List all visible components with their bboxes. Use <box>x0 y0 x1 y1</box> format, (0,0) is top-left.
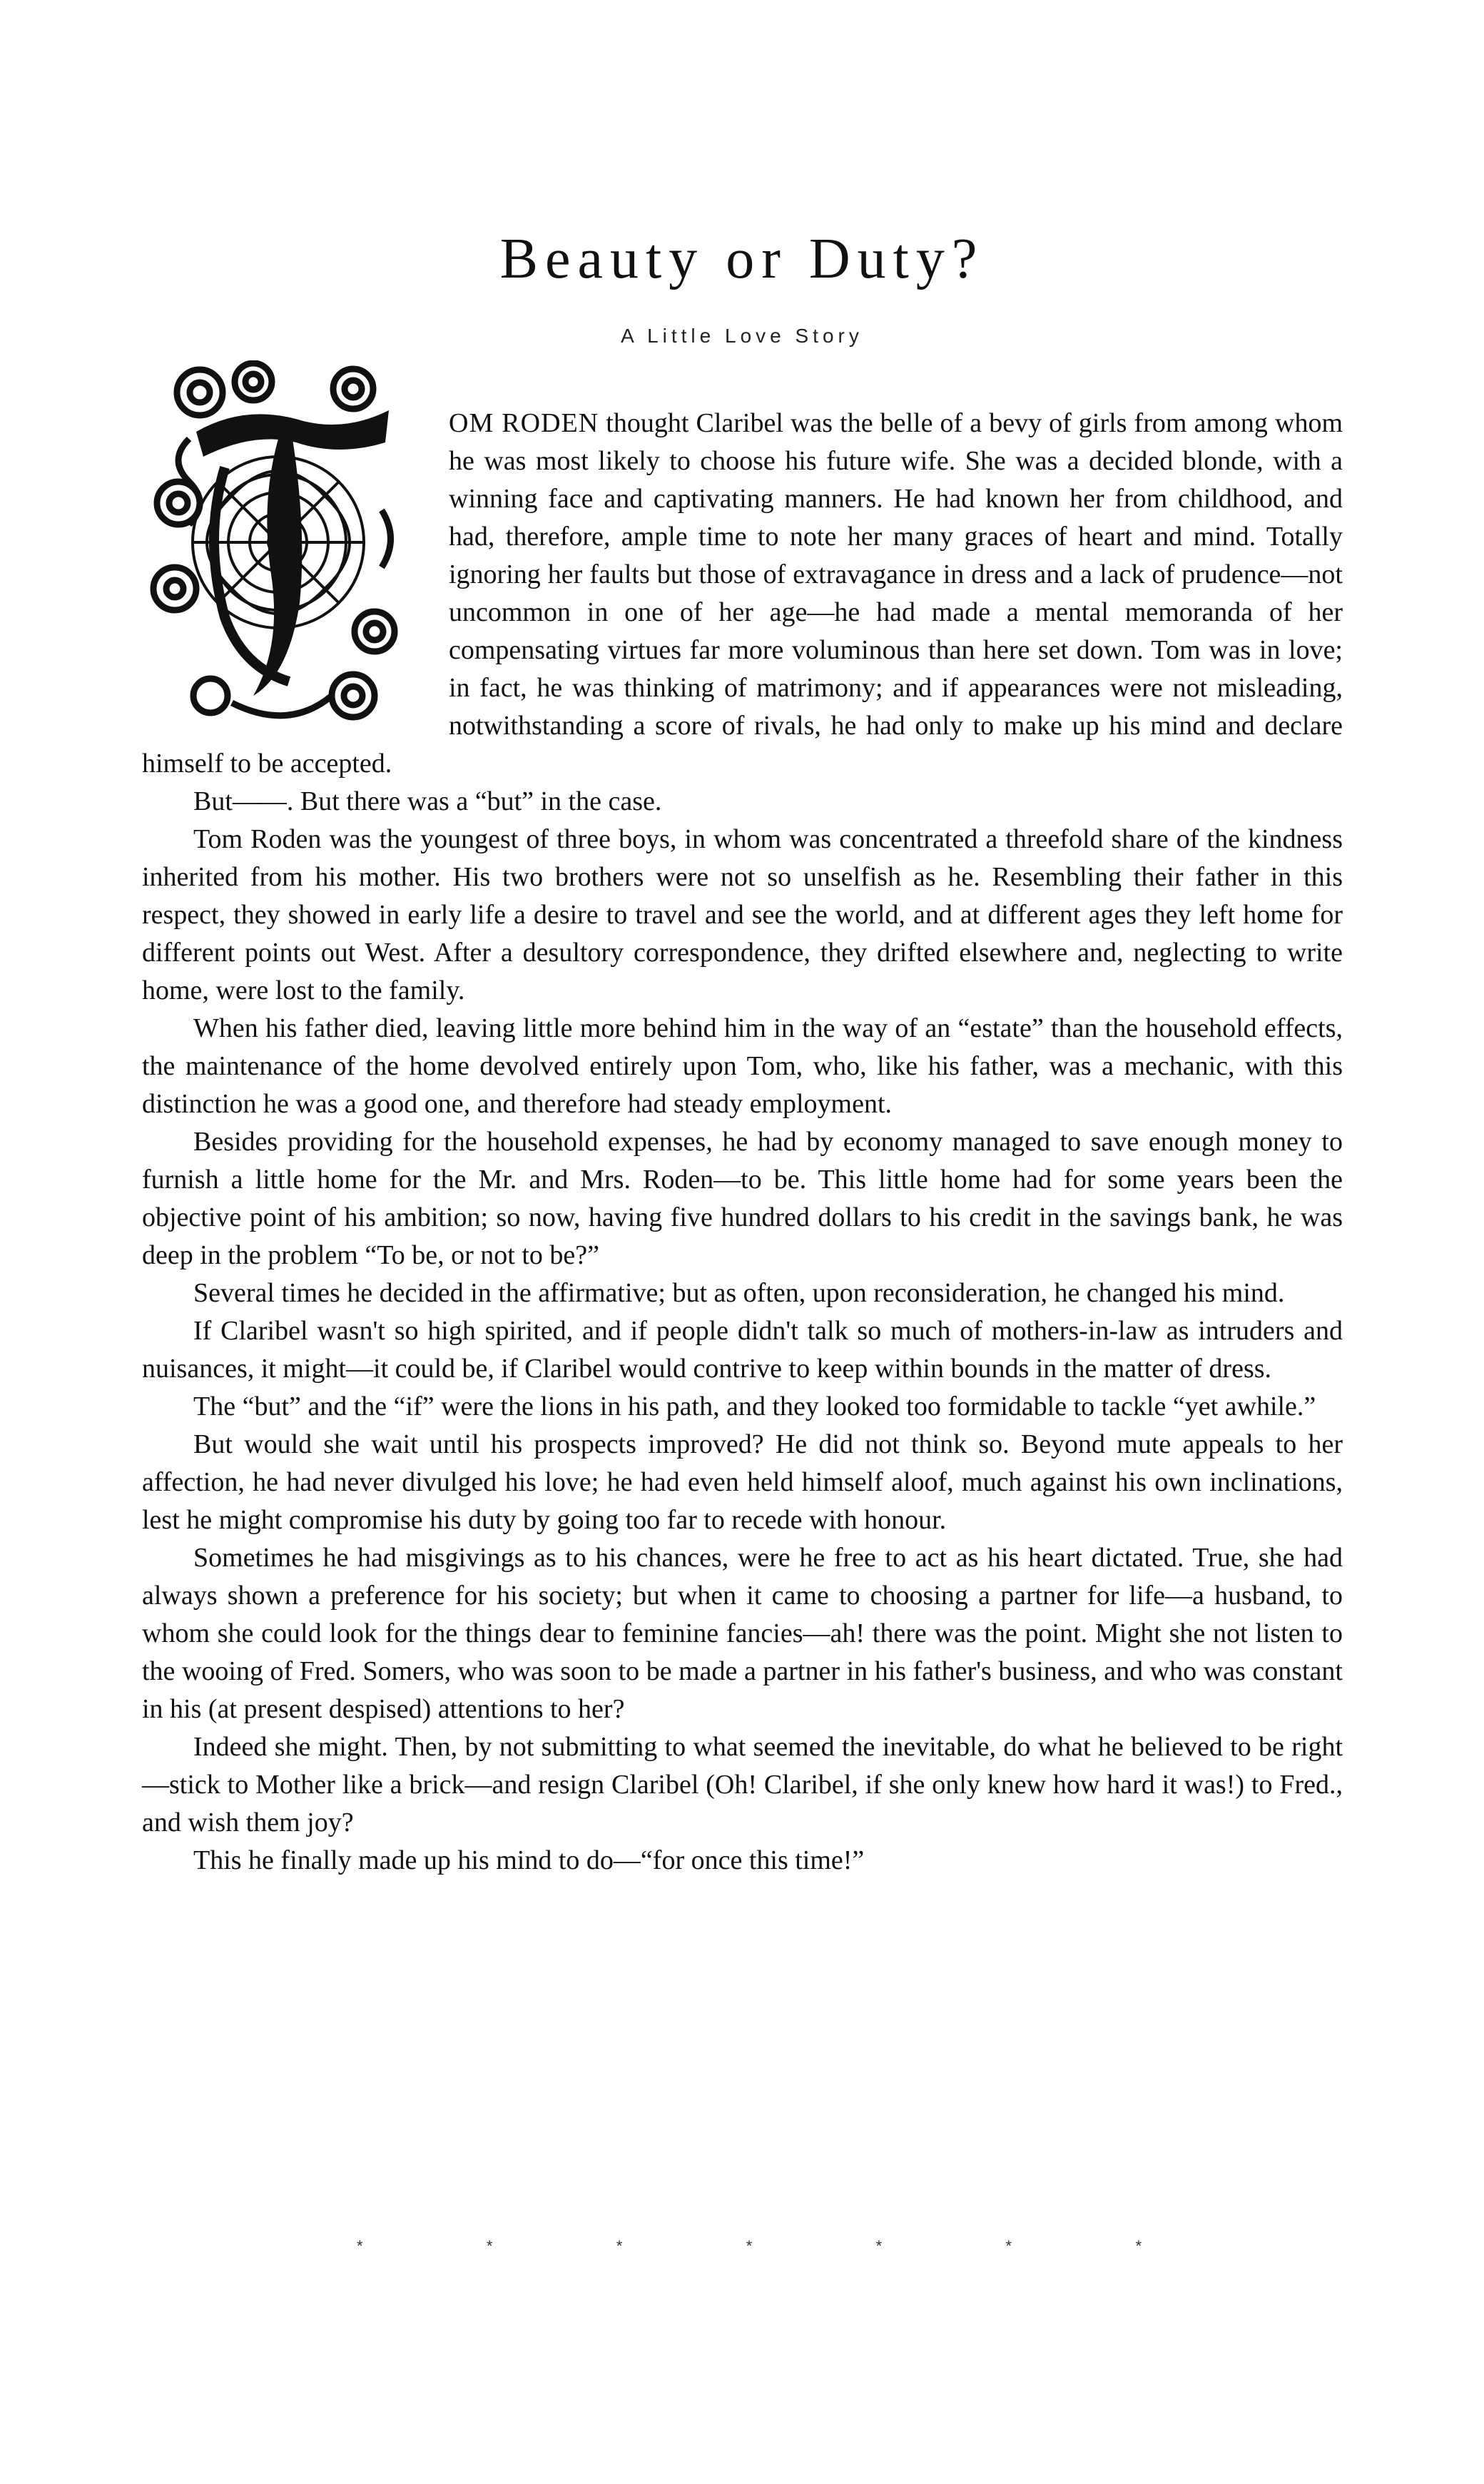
story-paragraph: Sometimes he had misgivings as to his chances, were he free to act as his heart dictated. True, she had always shown a preference for his society; but when it came to choosing a partner for life—a husband, to whom she could look for the things dear to feminine fancies—ah! there was the point. Might she not listen to the wooing of Fred. Somers, who was soon to be made a partner in his father's business, and who was constant in his (at present despised) attentions to her? <box>142 1543 1343 1724</box>
story-title: Beauty or Duty? <box>499 228 985 290</box>
story-paragraph: OM RODEN thought Claribel was the belle of a bevy of girls from among whom he was most likely to choose his future wife. She was a decided blonde, with a winning face and captivating manners. He had known her from childhood, and had, therefore, ample time to note her many graces of heart and mind. Totally ignoring her faults but those of extravagance in dress and a lack of prudence—not uncommon in one of her age—he had made a mental memoranda of her compensating virtues far more voluminous than here set down. Tom was in love; in fact, he was thinking of matrimony; and if appearances were not misleading, notwithstanding a score of rivals, he had only to make up his mind and declare himself to be accepted. <box>142 408 1343 779</box>
story-paragraph: Tom Roden was the youngest of three boys, in whom was concentrated a threefold share of the kindness inherited from his mother. His two brothers were not so unselfish as he. Resembling their father in this respect, they showed in early life a desire to travel and see the world, and at different ages they left home for different points out West. After a desultory correspondence, they drifted elsewhere and, neglecting to write home, were lost to the family. <box>142 824 1343 1005</box>
separator-star: * <box>1005 2237 1012 2255</box>
separator-star: * <box>746 2237 753 2255</box>
separator-star: * <box>875 2237 883 2255</box>
story-paragraph: The “but” and the “if” were the lions in his path, and they looked too formidable to tackle “yet awhile.” <box>193 1391 1316 1421</box>
story-subtitle: A Little Love Story <box>621 325 863 347</box>
separator-star: * <box>616 2237 623 2255</box>
story-paragraph: If Claribel wasn't so high spirited, and if people didn't talk so much of mothers-in-law as intruders and nuisances, it might—it could be, if Claribel would contrive to keep within bounds in the matter of dress. <box>142 1316 1343 1384</box>
lead-in-text: OM RODEN <box>449 408 599 438</box>
story-paragraph: Besides providing for the household expenses, he had by economy managed to save enough money to furnish a little home for the Mr. and Mrs. Roden—to be. This little home had for some years been the objective point of his ambition; so now, having five hundred dollars to his credit in the savings bank, he was deep in the problem “To be, or not to be?” <box>142 1127 1343 1270</box>
story-body <box>142 405 1343 1880</box>
story-paragraph: Indeed she might. Then, by not submitting to what seemed the inevitable, do what he believed to be right—stick to Mother like a brick—and resign Claribel (Oh! Claribel, if she only knew how hard it was!) to Fred., and wish them joy? <box>142 1732 1343 1837</box>
story-paragraph: When his father died, leaving little more behind him in the way of an “estate” than the household effects, the maintenance of the home devolved entirely upon Tom, who, like his father, was a mechanic, with this distinction he was a good one, and therefore had steady employment. <box>142 1013 1343 1119</box>
story-paragraph: Several times he decided in the affirmative; but as often, upon reconsideration, he changed his mind. <box>193 1278 1285 1308</box>
story-paragraph: But would she wait until his prospects improved? He did not think so. Beyond mute appeals to her affection, he had never divulged his love; he had even held himself aloof, much against his own inclinations, lest he might compromise his duty by going too far to recede with honour. <box>142 1429 1343 1535</box>
section-separator <box>357 2237 1142 2256</box>
separator-star: * <box>357 2237 363 2255</box>
separator-star: * <box>486 2237 493 2255</box>
story-paragraph: But——. But there was a “but” in the case. <box>193 786 662 816</box>
story-paragraph: This he finally made up his mind to do—“for once this time!” <box>193 1845 865 1875</box>
separator-star: * <box>1135 2237 1142 2255</box>
